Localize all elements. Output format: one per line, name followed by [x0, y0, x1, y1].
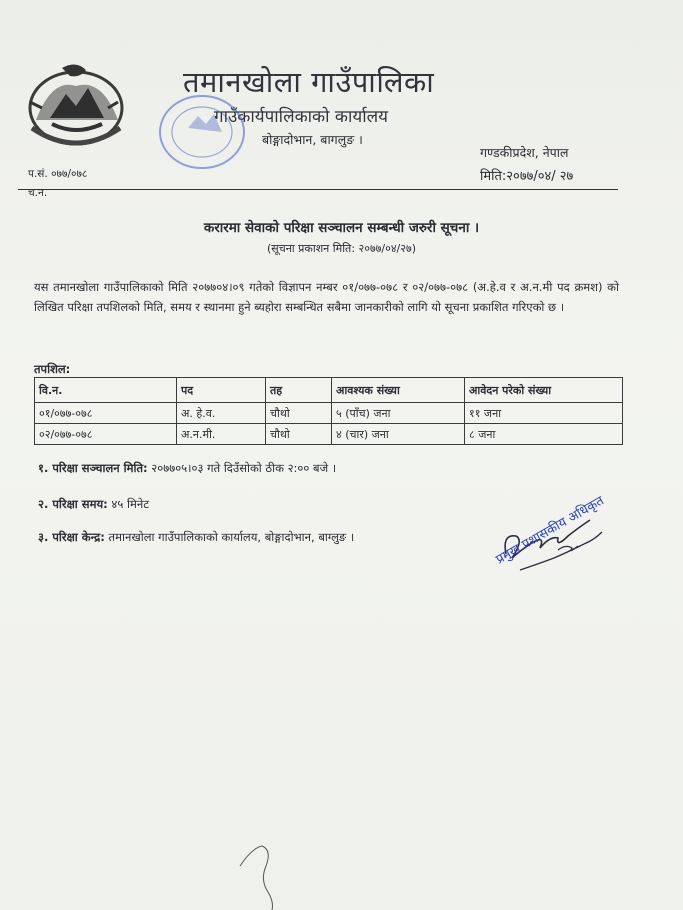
- province-name: गण्डकीप्रदेश, नेपाल: [480, 145, 569, 160]
- office-address: बोङ्गादोभान, बागलुङ ।: [262, 132, 363, 147]
- table-cell: ५ (पाँच) जना: [332, 403, 465, 424]
- item-value: ४५ मिनेट: [111, 497, 150, 511]
- column-header: पद: [177, 378, 266, 403]
- table-row: [35, 403, 623, 424]
- table-cell: चौथो: [266, 403, 332, 424]
- letter-date: मिति:२०७७/०४/ २७: [480, 169, 574, 184]
- table-cell: ०१/०७७-०७८: [35, 403, 177, 424]
- table-cell: ८ जना: [465, 424, 623, 445]
- column-header: तह: [266, 378, 332, 403]
- pen-scribble-icon: [238, 836, 298, 910]
- office-stamp-icon: [150, 88, 270, 180]
- reference-number: प.सं. ०७७/०७८: [28, 168, 88, 180]
- item-value: तमानखोला गाउँपालिकाको कार्यालय, बोङ्गादोभान, बाग्लुङ ।: [108, 530, 355, 544]
- item-label: २. परिक्षा समय:: [38, 497, 108, 511]
- exam-date-item: [38, 461, 336, 476]
- column-header: आवश्यक संख्या: [332, 378, 465, 403]
- table-cell: ०२/०७७-०७८: [35, 424, 177, 445]
- municipality-name: तमानखोला गाउँपालिका: [183, 65, 435, 99]
- details-label: तपशिल:: [34, 362, 71, 376]
- nepal-emblem-icon: [22, 58, 130, 154]
- dispatch-number: च.न.: [28, 187, 48, 199]
- header-divider: [18, 189, 618, 190]
- office-name: गाउँकार्यपालिकाको कार्यालय: [214, 107, 389, 127]
- table-cell: चौथो: [266, 424, 332, 445]
- table-cell: अ. हे.व.: [177, 403, 266, 424]
- item-label: १. परिक्षा सञ्चालन मिति:: [38, 461, 148, 475]
- publish-date: (सूचना प्रकाशन मिति: २०७७/०४/२७): [266, 242, 416, 255]
- table-cell: ४ (चार) जना: [332, 424, 465, 445]
- table-cell: ११ जना: [465, 403, 623, 424]
- item-label: ३. परिक्षा केन्द्र:: [38, 530, 105, 544]
- column-header: आवेदन परेको संख्या: [465, 378, 623, 403]
- officer-title-stamp: प्रमुख प्रशासकीय अधिकृत: [493, 493, 607, 568]
- item-value: २०७७०५।०३ गते दिउँसोको ठीक २:०० बजे ।: [151, 461, 337, 475]
- notice-body: यस तमानखोला गाउँपालिकाको मिति २०७७०४।०९ गतेको विज्ञापन नम्बर ०१/०७७-०७८ र ०२/०७७-०७८ (अ.हे.व र अ.न.मी पद क्रमश) को लिखित परिक्षा तपशिलको मिति, समय र स्थानमा हुने ब्यहोरा सम्बन्धित सबैमा जानकारीको लागि यो सूचना प्रकाशित गरिएको छ ।: [34, 280, 619, 314]
- exam-duration-item: [38, 497, 149, 512]
- column-header: वि.न.: [35, 378, 177, 403]
- table-header-row: [35, 378, 623, 403]
- notice-title: करारमा सेवाको परिक्षा सञ्चालन सम्बन्धी जरुरी सूचना ।: [203, 220, 480, 236]
- table-cell: अ.न.मी.: [177, 424, 266, 445]
- exam-center-item: [38, 530, 354, 545]
- exam-table: [34, 377, 623, 445]
- table-row: [35, 424, 623, 445]
